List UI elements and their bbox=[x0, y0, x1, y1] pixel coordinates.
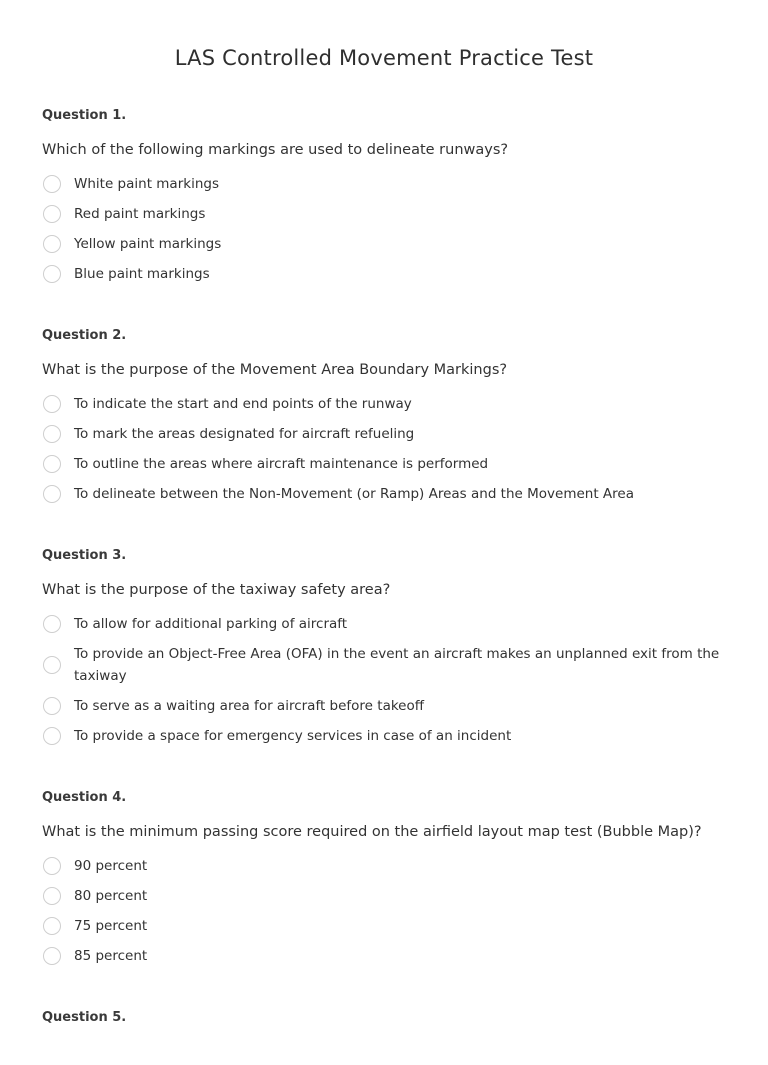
option-label: To outline the areas where aircraft maintenance is performed bbox=[74, 456, 489, 472]
question-number: Question 3. bbox=[42, 548, 127, 563]
option-label: 85 percent bbox=[74, 948, 148, 964]
answer-option[interactable] bbox=[42, 691, 732, 721]
question-text: What is the purpose of the taxiway safety area? bbox=[42, 582, 391, 598]
option-label: To indicate the start and end points of the runway bbox=[74, 396, 412, 412]
radio-button[interactable] bbox=[43, 947, 61, 965]
answer-option[interactable] bbox=[42, 881, 732, 911]
question-text: Which of the following markings are used to delineate runways? bbox=[42, 142, 509, 158]
option-label: Yellow paint markings bbox=[74, 236, 222, 252]
question-number: Question 1. bbox=[42, 108, 127, 123]
radio-button[interactable] bbox=[43, 615, 61, 633]
question-text: What is the minimum passing score required on the airfield layout map test (Bubble Map)? bbox=[42, 824, 702, 840]
answer-option[interactable] bbox=[42, 169, 732, 199]
answer-option[interactable] bbox=[42, 721, 732, 751]
option-label: 90 percent bbox=[74, 858, 148, 874]
option-label: Blue paint markings bbox=[74, 266, 210, 282]
radio-button[interactable] bbox=[43, 205, 61, 223]
question-2 bbox=[42, 327, 732, 509]
answer-option[interactable] bbox=[42, 199, 732, 229]
radio-button[interactable] bbox=[43, 485, 61, 503]
radio-button[interactable] bbox=[43, 265, 61, 283]
option-label: To allow for additional parking of aircraft bbox=[74, 616, 348, 632]
answer-option[interactable] bbox=[42, 419, 732, 449]
radio-button[interactable] bbox=[43, 395, 61, 413]
answer-option[interactable] bbox=[42, 941, 732, 971]
answer-option[interactable] bbox=[42, 851, 732, 881]
question-4 bbox=[42, 789, 732, 971]
radio-button[interactable] bbox=[43, 727, 61, 745]
radio-button[interactable] bbox=[43, 887, 61, 905]
question-text: What is the purpose of the Movement Area Boundary Markings? bbox=[42, 362, 508, 378]
question-number: Question 5. bbox=[42, 1010, 127, 1025]
answer-option[interactable] bbox=[42, 911, 732, 941]
option-label: To mark the areas designated for aircraft refueling bbox=[74, 426, 415, 442]
page-title: LAS Controlled Movement Practice Test bbox=[174, 46, 594, 70]
option-label: To provide an Object-Free Area (OFA) in the event an aircraft makes an unplanned exit from the taxiway bbox=[74, 646, 720, 684]
answer-option[interactable] bbox=[42, 609, 732, 639]
radio-button[interactable] bbox=[43, 697, 61, 715]
option-label: To serve as a waiting area for aircraft before takeoff bbox=[74, 698, 425, 714]
option-label: To delineate between the Non-Movement (or Ramp) Areas and the Movement Area bbox=[74, 486, 634, 502]
question-5 bbox=[42, 1009, 732, 1027]
answer-option[interactable] bbox=[42, 389, 732, 419]
radio-button[interactable] bbox=[43, 857, 61, 875]
radio-button[interactable] bbox=[43, 425, 61, 443]
option-label: Red paint markings bbox=[74, 206, 206, 222]
answer-option[interactable] bbox=[42, 229, 732, 259]
answer-option[interactable] bbox=[42, 479, 732, 509]
radio-button[interactable] bbox=[43, 175, 61, 193]
option-label: White paint markings bbox=[74, 176, 219, 192]
question-1 bbox=[42, 107, 732, 289]
option-label: 75 percent bbox=[74, 918, 148, 934]
option-label: 80 percent bbox=[74, 888, 148, 904]
radio-button[interactable] bbox=[43, 455, 61, 473]
radio-button[interactable] bbox=[43, 917, 61, 935]
radio-button[interactable] bbox=[43, 656, 61, 674]
question-list bbox=[42, 107, 732, 1065]
option-label: To provide a space for emergency services in case of an incident bbox=[74, 728, 512, 744]
radio-button[interactable] bbox=[43, 235, 61, 253]
question-number: Question 2. bbox=[42, 328, 127, 343]
answer-option[interactable] bbox=[42, 259, 732, 289]
question-number: Question 4. bbox=[42, 790, 127, 805]
answer-option[interactable] bbox=[42, 449, 732, 479]
answer-option[interactable] bbox=[42, 639, 732, 691]
question-3 bbox=[42, 547, 732, 751]
